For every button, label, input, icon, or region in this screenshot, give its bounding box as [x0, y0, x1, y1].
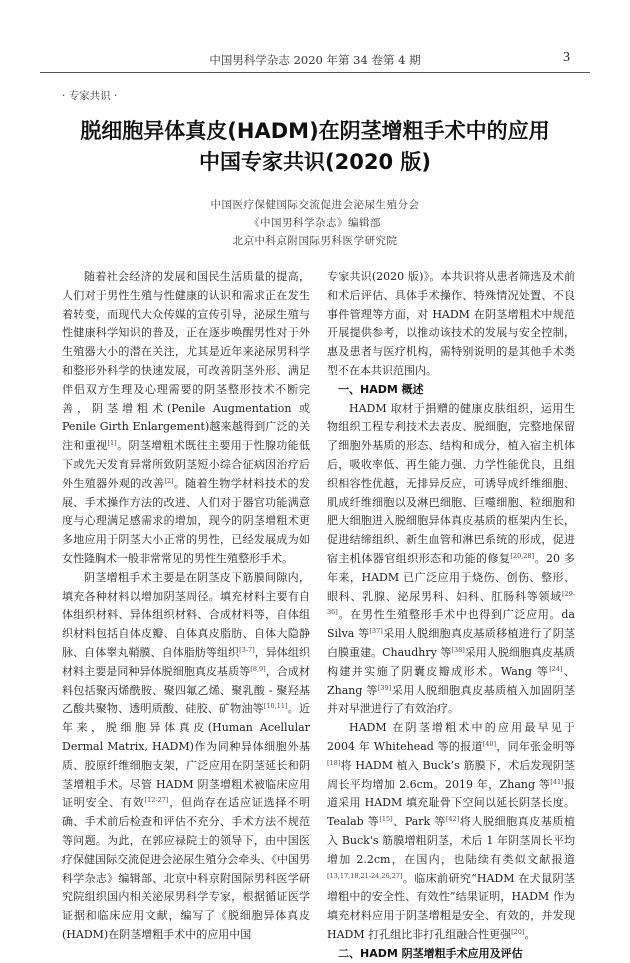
- text-run: HADM 取材于捐赠的健康皮肤组织，运用生物组织工程专利技术去表皮、脱细胞，完整地保留了细胞外基质的形态、结构和成分，植入宿主机体后，吸收率低、再生能力强、力学性能优良，且组织相容性优越，无排异反应，可诱导成纤维细胞、肌成纤维细胞以及淋巴细胞、巨噬细胞、粒细胞和肥大细胞进入脱细胞异体真皮基质的框架内生长，促进结缔组织、新生血管和淋巴系统的形成，促进宿主机体器官组织形态和功能的修复: [327, 401, 575, 565]
- author-org: 中国医疗保健国际交流促进会泌尿生殖分会: [210, 199, 420, 211]
- intro-paragraph: [62, 268, 310, 569]
- text-run: ，但尚存在适应证选择不明确、手术前后检查和评估不充分、手术方法不规范等问题。为此，在郭应禄院士的领导下，由中国医疗保健国际交流促进会泌尿生殖分会牵头、《中国男科学杂志》编辑部、北京中科京附国际男科医学研究院组织国内相关泌尿男科学专家，根据循证医学证据和临床应用文献，编写了《脱细胞异体真皮(HADM)在阴茎增粗手术中的应用中国: [62, 796, 311, 941]
- text-run: 。随着生物学材料技术的发展、手术操作方法的改进、人们对于器官功能满意度与心理满足感需求的增加，现今的阴茎增粗术更多地应用于阴茎大小正常的男性，已经发展成为如女性隆胸术一般非常常见的男性生殖整形手术。: [62, 476, 311, 565]
- left-column: [62, 268, 310, 945]
- text-run: HADM 在阴茎增粗术中的应用最早见于 2004 年 Whitehead 等的报道: [327, 721, 575, 753]
- page-number: 3: [563, 50, 570, 65]
- text-run: 专家共识(2020 版)》。本共识将从患者筛选及术前和术后评估、具体手术操作、特殊情况处置、不良事件管理等方面，对 HADM 在阴茎增粗术中规范开展提供参考，以推动该技术的发展与安全控制，惠及患者与医疗机构，需特别说明的是其他手术类型不在本共识范围内。: [327, 270, 575, 377]
- text-run: ，同年张金明等: [496, 739, 575, 753]
- text-run: ，合成材料包括聚丙烯酰胺、聚四氟乙烯、聚乳酸 - 聚羟基乙酸共聚物、透明质酸、硅胶、矿物油等: [62, 664, 311, 716]
- text-run: 。在男性生殖整形手术中也得到广泛应用。da Silva 等: [327, 608, 575, 641]
- running-header: [40, 50, 590, 73]
- citation-ref: [20]: [511, 927, 525, 936]
- citation-ref: [3-7]: [239, 645, 255, 654]
- body-paragraph: [327, 719, 575, 945]
- section-tag: · 专家共识 ·: [62, 90, 118, 102]
- citation-ref: [18]: [327, 758, 341, 767]
- citation-ref: [8,9]: [250, 664, 266, 673]
- citation-ref: [13,17,18,21-24,26,27]: [327, 871, 403, 880]
- text-run: 。阴茎增粗术既往主要用于性腺功能低下或先天发育异常所致阴茎短小综合征病因治疗后外生殖器外观的改善: [62, 439, 311, 490]
- citation-ref: [12-27]: [144, 796, 169, 805]
- section-heading: 二、HADM 阴茎增粗手术应用及评估: [338, 946, 523, 960]
- title-line-1: 脱细胞异体真皮(HADM)在阴茎增粗手术中的应用: [80, 119, 550, 143]
- text-run: 采用人脱细胞真皮基质植入加固阴茎并对早泄进行了有效治疗。: [327, 683, 575, 716]
- text-run: 将 HADM 植入 Buck’s 筋膜下，术后发现阴茎周长平均增加 2.6cm。2019 年，Zhang 等: [327, 758, 575, 791]
- text-run: 报道采用 HADM 填充耻骨下空间以延长阴茎长度。Tealab 等: [327, 777, 576, 829]
- citation-ref: [38]: [451, 645, 465, 654]
- text-run: 、Park 等: [392, 815, 446, 829]
- citation-ref: [40]: [482, 739, 497, 748]
- author-org: 北京中科京附国际男科医学研究院: [232, 235, 398, 247]
- citation-ref: [37]: [369, 627, 383, 636]
- text-run: 。临床前研究“HADM 在犬鼠阴茎增粗中的安全性、有效性”结果证明，HADM 作为填充材料应用于阴茎增粗是安全、有效的，并发现 HADM 打孔组比非打孔组融合性更强: [327, 871, 575, 941]
- body-paragraph: [327, 400, 575, 720]
- section-heading: 一、HADM 概述: [338, 382, 424, 396]
- text-run: 随着社会经济的发展和国民生活质量的提高，人们对于男性生殖与性健康的认识和需求正在发生着转变，而现代大众传媒的宣传引导，泌尿生殖与性健康科学知识的普及，正在逐步唤醒男性对于外生殖器大小的潜在关注，尤其是近年来泌尿男科学和整形外科学的快速发展，可改善阴茎外形、满足伴侣双方生理及心理需要的阴茎整形技术不断完善，阴茎增粗术(Penile Augmentation 或 Penile Girth Enlargement)越来越得到广泛的关注和重视: [62, 270, 310, 453]
- citation-ref: [29-36]: [327, 589, 575, 617]
- text-run: 。20 多年来，HADM 已广泛应用于烧伤、创伤、整形、眼科、乳腺、泌尿男科、妇科、肛肠科等领域: [327, 551, 575, 603]
- intro-paragraph: [62, 569, 310, 945]
- title-line-2: 中国专家共识(2020 版): [199, 150, 431, 174]
- text-run: 将人脱细胞真皮基质植入 Buck's 筋膜增粗阴茎，术后 1 年阴茎周长平均增加 2.2cm，在国内，也陆续有类似文献报道: [327, 815, 575, 866]
- text-run: 。: [524, 927, 536, 941]
- citation-ref: [42]: [445, 815, 460, 824]
- text-run: 。近年来，脱细胞异体真皮(Human Acellular Dermal Matrix, HADM)作为同种异体细胞外基质、胶原纤维细胞支架，广泛应用在阴茎延长和阴茎增粗手术。尽管 HADM 阴茎增粗术被临床应用证明安全、有效: [62, 702, 311, 810]
- citation-ref: [1]: [107, 439, 117, 448]
- text-run: ，异体组织材料主要是同种异体脱细胞真皮基质等: [62, 645, 311, 678]
- journal-info: 中国男科学杂志 2020 年第 34 卷第 4 期: [209, 53, 421, 67]
- text-run: 采用人脱细胞真皮基质构建并实施了阴囊皮瓣成形术。Wang 等: [327, 645, 575, 678]
- author-org: 《中国男科学杂志》编辑部: [249, 217, 381, 229]
- citation-ref: [15]: [379, 815, 393, 824]
- citation-ref: [10,11]: [263, 702, 288, 711]
- right-column: [327, 268, 575, 963]
- text-run: 阴茎增粗手术主要是在阴茎皮下筋膜间隙内，填充各种材料以增加阴茎周径。填充材料主要有自体组织材料、异体组织材料、合成材料等，自体组织材料包括自体皮瓣、自体真皮脂肪、自体大隐静脉、自体睾丸鞘膜、自体脂肪等组织: [62, 570, 310, 659]
- citation-ref: [24]: [549, 664, 563, 673]
- article-title: [30, 116, 600, 178]
- text-run: 、Zhang 等: [327, 664, 576, 697]
- body-paragraph: [327, 268, 575, 381]
- citation-ref: [41]: [550, 777, 564, 786]
- citation-ref: [39]: [377, 683, 392, 692]
- author-organizations: [30, 196, 600, 250]
- citation-ref: [2]: [164, 476, 174, 485]
- citation-ref: [20,28]: [510, 551, 535, 560]
- text-run: 采用人脱细胞真皮基质移植进行了阴茎白膜重建。Chaudhry 等: [327, 627, 575, 659]
